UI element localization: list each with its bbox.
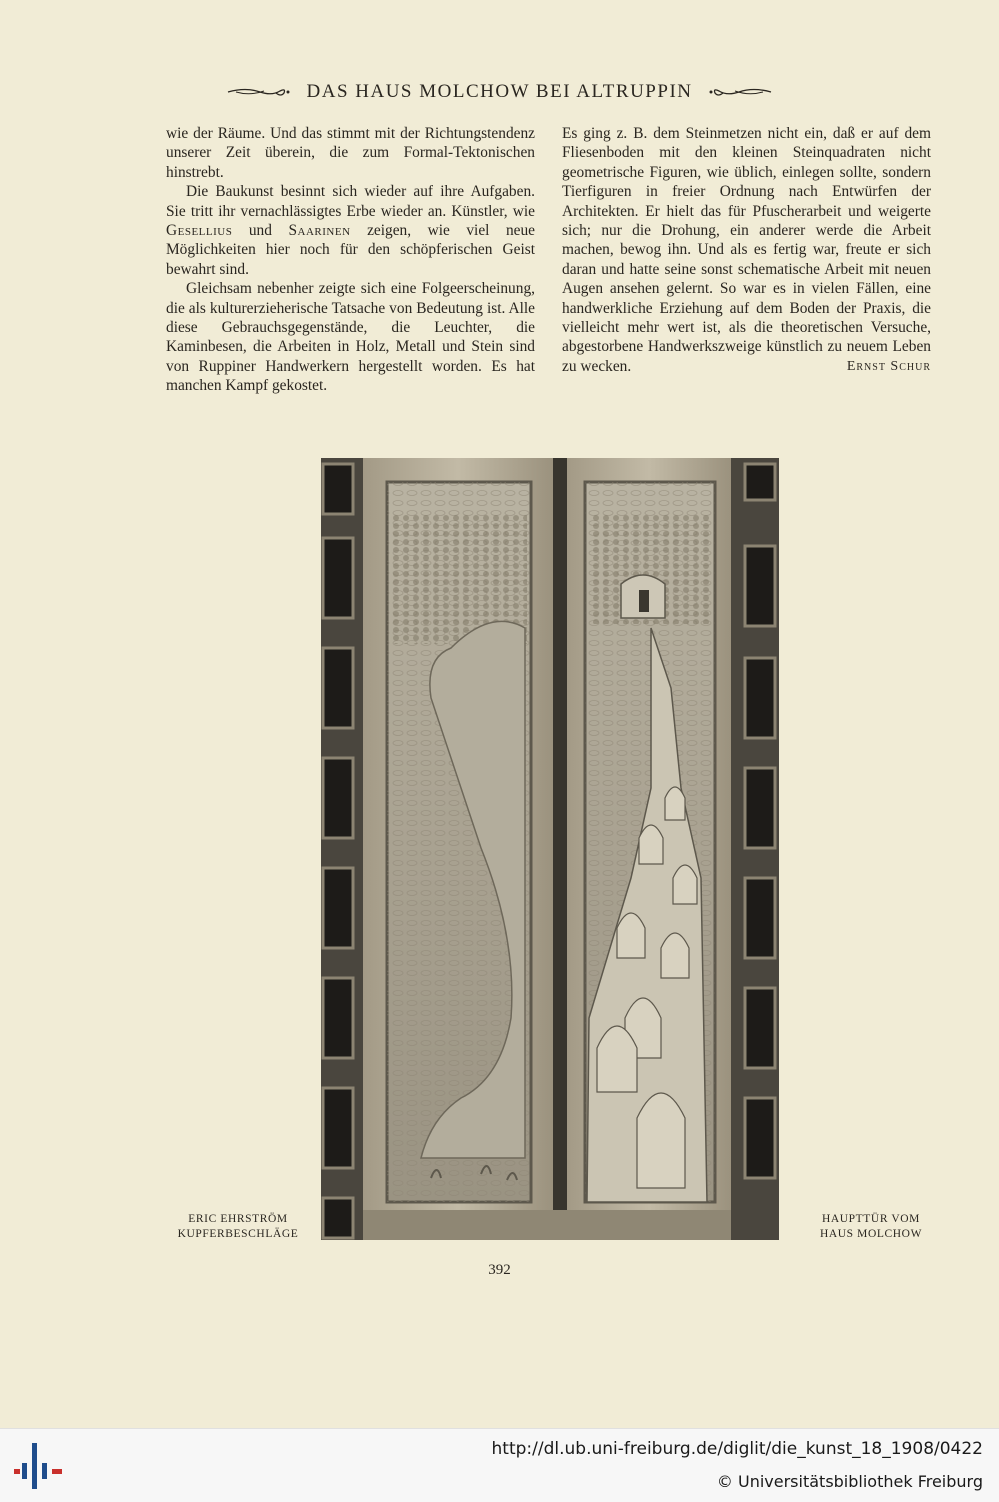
ornament-left-icon: [226, 85, 290, 99]
text-run: Die Baukunst besinnt sich wieder auf ihre Aufgaben. Sie tritt ihr vernachlässigtes Erbe wieder an. Künstler, wie: [166, 183, 535, 220]
page-title: DAS HAUS MOLCHOW BEI ALTRUPPIN: [306, 80, 693, 102]
text-run: Es ging z. B. dem Steinmetzen nicht ein, daß er auf dem Fliesenboden mit den kleinen Steinquadraten nicht geometrische Figuren, wie üblich, einlegen sollte, sondern Tierfiguren in freier Ordnung nach Entwürfen der Architekten. Er hielt das für Pfuscherarbeit und weigerte sich; nur die Drohung, ein anderer werde die Arbeit machen, bewog ihn. Und als es fertig war, freute er sich daran und hatte seine sonst schematische Arbeit mit neuen Augen ansehen gelernt. So war es in vielen Fällen, eine handwerkliche Erziehung auf dem Boden der Praxis, die vielleicht mehr wert ist, als die theoretischen Versuche, abgestorbene Handwerkszweige künstlich zu neuem Leben zu wecken.: [562, 125, 931, 375]
library-logo-icon: [14, 1441, 64, 1491]
author-signature: Ernst Schur: [846, 358, 931, 374]
footer-bar: [0, 1428, 999, 1502]
copyright-notice: © Universitätsbibliothek Freiburg: [716, 1472, 983, 1491]
door-photograph: [321, 458, 779, 1240]
name-saarinen: Saarinen: [288, 222, 351, 240]
caption-artist: ERIC EHRSTRÖM: [188, 1213, 288, 1225]
copper-panel-left: [387, 482, 531, 1202]
running-header: [0, 80, 999, 103]
paragraph: [562, 124, 931, 376]
caption-medium: KUPFERBESCHLÄGE: [177, 1228, 299, 1240]
paragraph: wie der Räume. Und das stimmt mit der Richtungstendenz unserer Zeit überein, die zum Formal-Tektonischen hinstrebt.: [166, 125, 535, 181]
caption-location: HAUS MOLCHOW: [819, 1228, 923, 1240]
caption-right: [808, 1212, 934, 1242]
name-gesellius: Gesellius: [166, 222, 233, 240]
left-text-column: [166, 124, 535, 396]
caption-object: HAUPTTÜR VOM: [821, 1213, 921, 1225]
paragraph: [166, 182, 535, 279]
source-url-link[interactable]: http://dl.ub.uni-freiburg.de/diglit/die_kunst_18_1908/0422: [491, 1439, 983, 1459]
copper-panel-right: [585, 482, 715, 1202]
page-number: 392: [488, 1262, 511, 1278]
caption-left: [168, 1212, 308, 1242]
paragraph: Gleichsam nebenher zeigte sich eine Folgeerscheinung, die als kulturerzieherische Tatsache von Bedeutung ist. Alle diese Gebrauchsgegenstände, die Leuchter, die Kaminbesen, die Arbeiten in Holz, Metall und Stein sind von Ruppiner Handwerkern hergestellt worden. Es hat manchen Kampf gekostet.: [166, 280, 535, 395]
right-text-column: [562, 124, 931, 376]
text-run: und: [232, 222, 289, 240]
ornament-right-icon: [709, 85, 773, 99]
text-run: zeigen, wie viel neue Möglichkeiten hier noch für den schöpferischen Geist bewahrt sind.: [166, 222, 535, 278]
